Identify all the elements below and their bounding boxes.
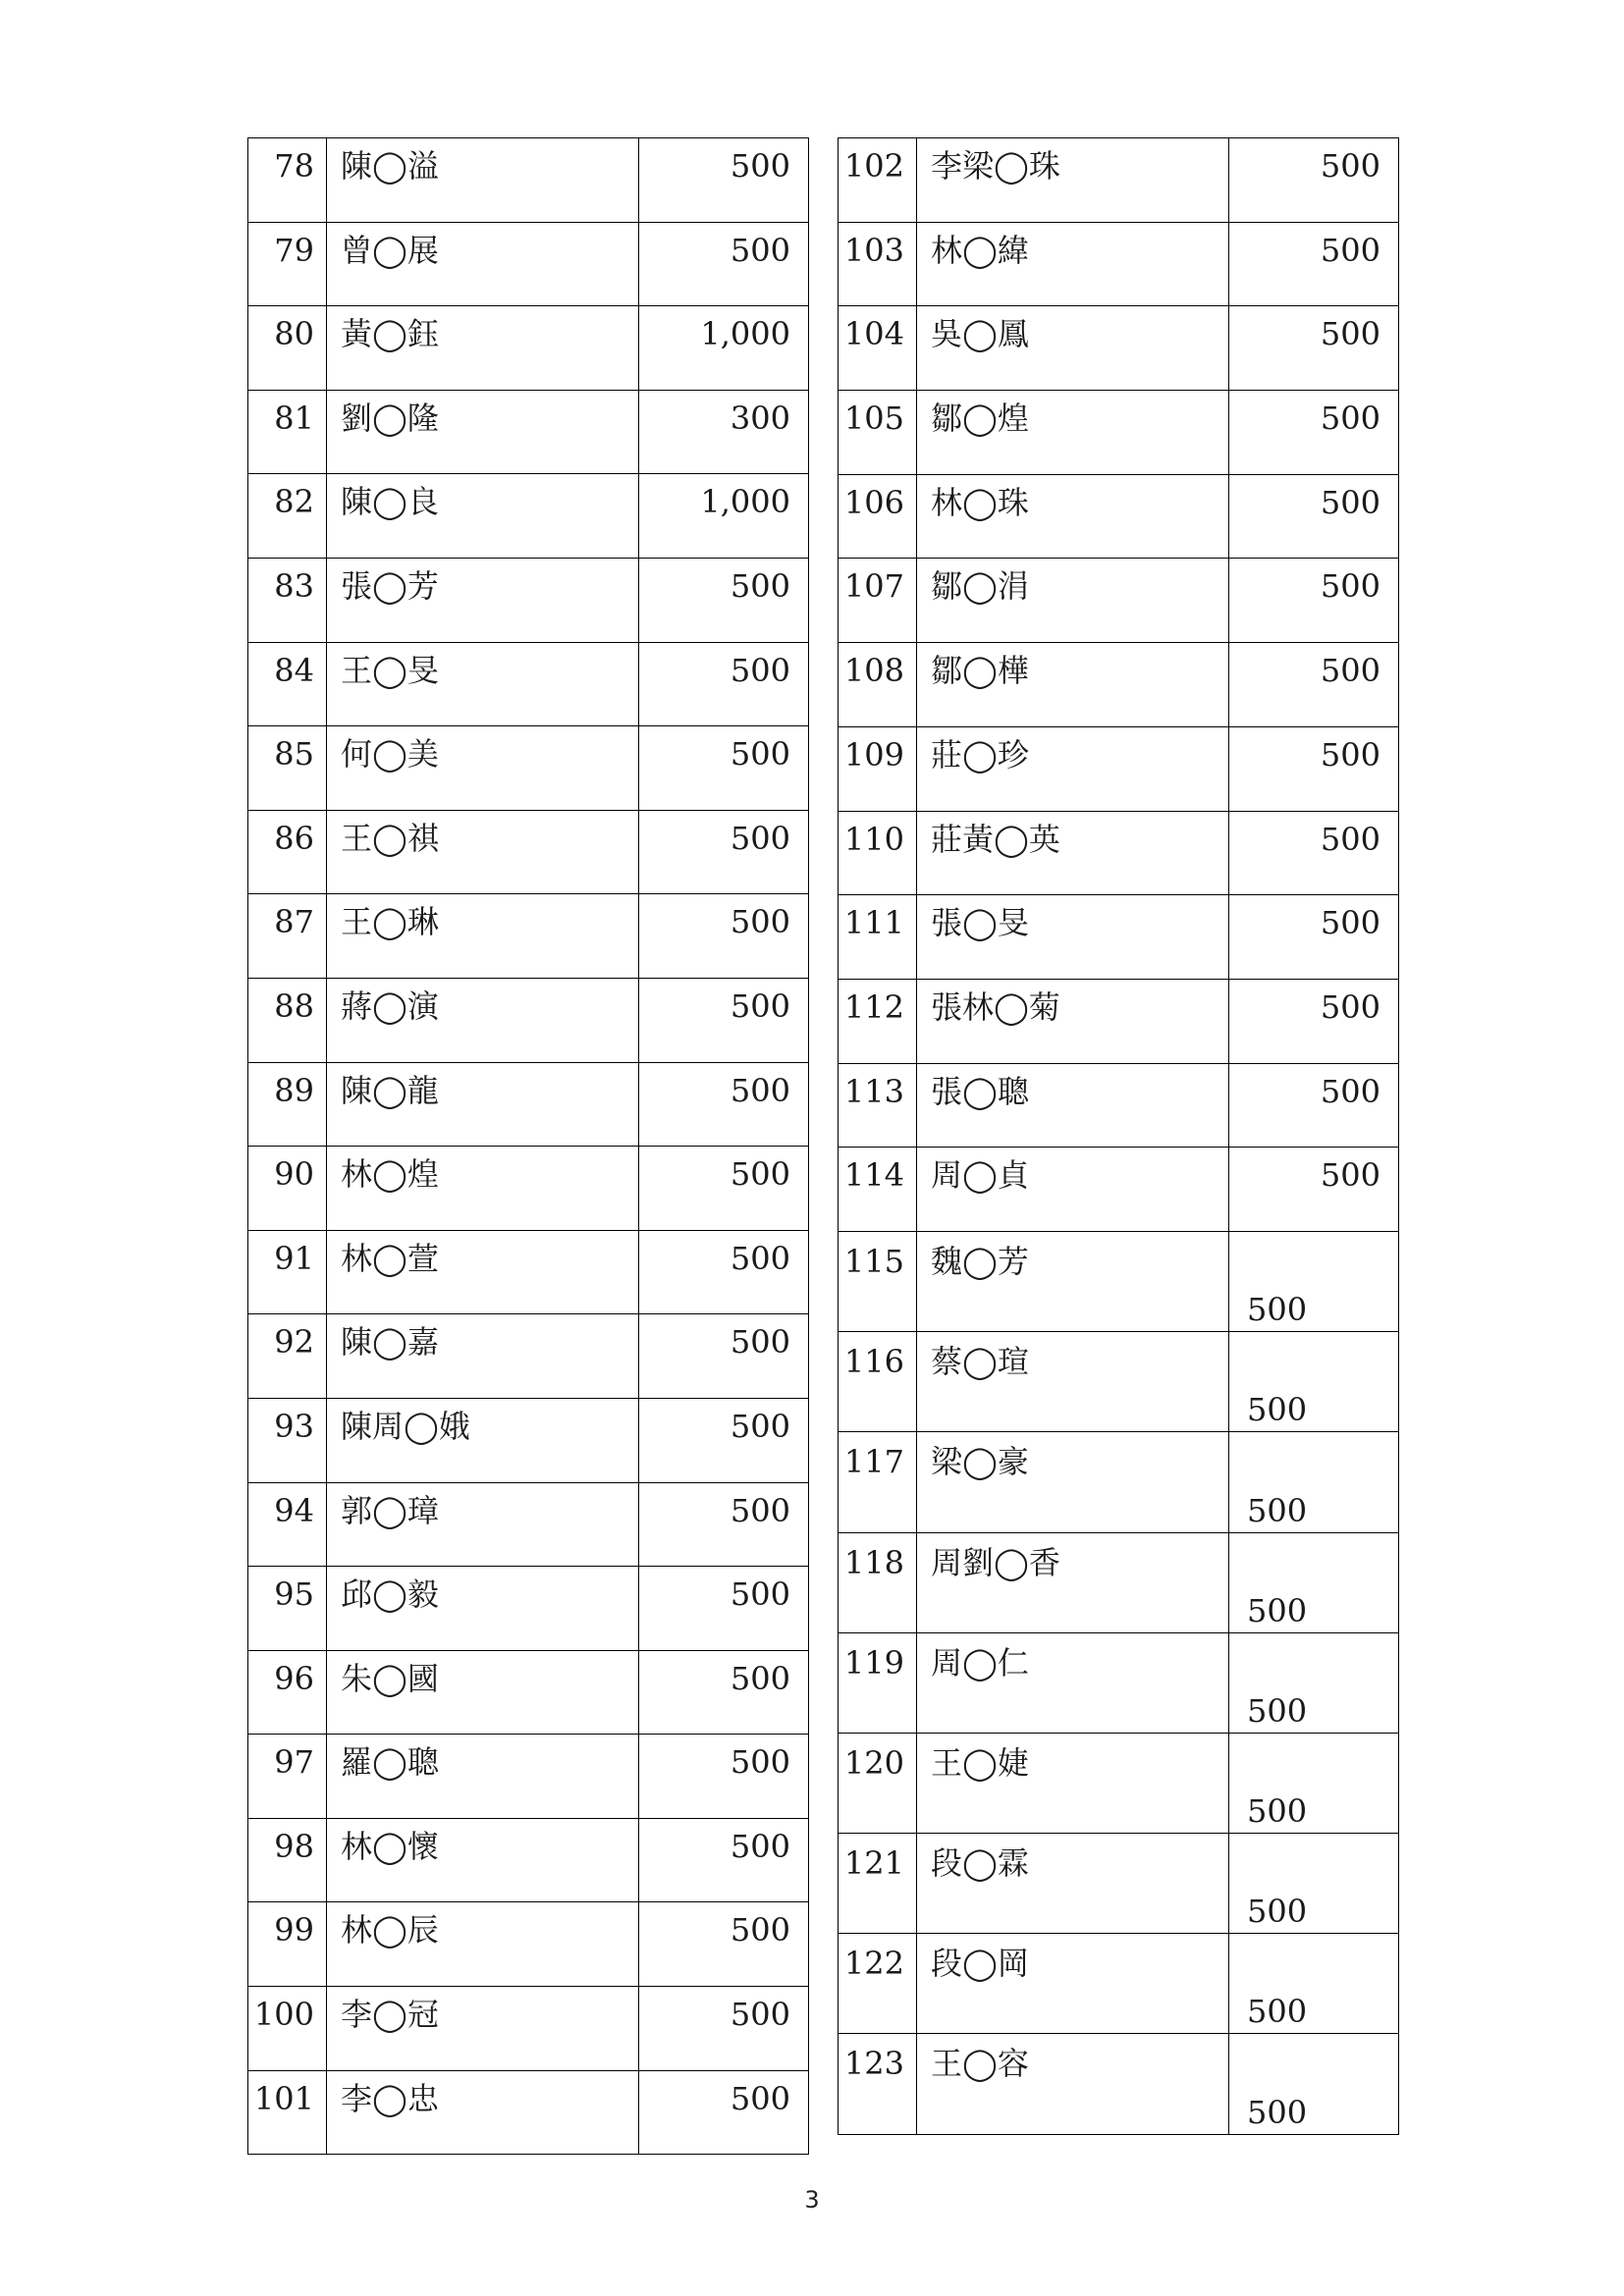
table-row [248,978,809,1062]
donor-name: 何◯美 [327,726,639,811]
table-row [839,1063,1399,1148]
donation-amount: 500 [1229,1934,1399,2034]
row-number: 111 [839,895,917,980]
table-row [248,1987,809,2071]
donor-name: 鄒◯煌 [917,391,1229,475]
donor-name: 張◯芳 [327,558,639,642]
donation-amount: 500 [1229,643,1399,727]
donor-name: 周劉◯香 [917,1532,1229,1632]
donation-amount: 500 [639,138,809,223]
donation-amount: 500 [639,810,809,894]
donation-amount: 500 [639,1650,809,1735]
table-row [248,1482,809,1567]
table-row [248,138,809,223]
donor-name: 陳◯溢 [327,138,639,223]
donation-amount: 500 [1229,811,1399,895]
donor-name: 吳◯鳳 [917,306,1229,391]
row-number: 84 [248,642,327,726]
donor-name: 鄒◯樺 [917,643,1229,727]
table-row [248,810,809,894]
table-row [248,1062,809,1147]
donor-name: 陳◯良 [327,474,639,559]
row-number: 87 [248,894,327,979]
row-number: 113 [839,1063,917,1148]
row-number: 117 [839,1432,917,1532]
donor-name: 邱◯毅 [327,1567,639,1651]
donor-name: 周◯仁 [917,1632,1229,1733]
donor-name: 周◯貞 [917,1148,1229,1232]
row-number: 121 [839,1834,917,1934]
donor-name: 段◯岡 [917,1934,1229,2034]
donation-amount: 500 [639,978,809,1062]
table-row [248,474,809,559]
row-number: 90 [248,1147,327,1231]
page-number: 3 [804,2186,820,2214]
donor-name: 張林◯菊 [917,979,1229,1063]
donor-name: 王◯琳 [327,894,639,979]
donor-name: 王◯祺 [327,810,639,894]
row-number: 115 [839,1231,917,1331]
donor-name: 陳周◯娥 [327,1398,639,1482]
donation-amount: 500 [1229,1063,1399,1148]
donor-name: 劉◯隆 [327,390,639,474]
row-number: 103 [839,222,917,306]
row-number: 89 [248,1062,327,1147]
row-number: 93 [248,1398,327,1482]
row-number: 114 [839,1148,917,1232]
donation-amount: 500 [1229,222,1399,306]
table-row [839,1834,1399,1934]
donation-amount: 500 [639,1314,809,1399]
donation-amount: 500 [639,1818,809,1902]
donor-name: 羅◯聰 [327,1735,639,1819]
donor-name: 林◯懷 [327,1818,639,1902]
donor-name: 林◯煌 [327,1147,639,1231]
donation-amount: 500 [1229,895,1399,980]
table-row [839,1432,1399,1532]
row-number: 101 [248,2070,327,2155]
donation-amount: 300 [639,390,809,474]
row-number: 123 [839,2034,917,2134]
donor-name: 張◯聰 [917,1063,1229,1148]
row-number: 88 [248,978,327,1062]
donation-amount: 500 [1229,559,1399,643]
row-number: 98 [248,1818,327,1902]
donor-name: 朱◯國 [327,1650,639,1735]
donor-name: 林◯辰 [327,1902,639,1987]
donor-name: 蔡◯瑄 [917,1332,1229,1432]
donation-amount: 500 [1229,1432,1399,1532]
donation-amount: 500 [639,642,809,726]
donor-table-right [838,137,1399,2135]
table-row [839,474,1399,559]
donor-name: 林◯緯 [917,222,1229,306]
row-number: 119 [839,1632,917,1733]
donor-name: 張◯旻 [917,895,1229,980]
row-number: 102 [839,138,917,223]
row-number: 92 [248,1314,327,1399]
row-number: 94 [248,1482,327,1567]
table-row [248,2070,809,2155]
table-row [839,138,1399,223]
row-number: 91 [248,1230,327,1314]
donation-amount: 500 [639,1902,809,1987]
donor-name: 李◯冠 [327,1987,639,2071]
donation-amount: 500 [1229,979,1399,1063]
donor-name: 黃◯鈺 [327,306,639,391]
donation-amount: 500 [1229,1148,1399,1232]
table-row [839,1148,1399,1232]
table-row [839,811,1399,895]
donation-amount: 500 [1229,1632,1399,1733]
table-row [248,1567,809,1651]
donor-name: 魏◯芳 [917,1231,1229,1331]
table-row [248,1902,809,1987]
donor-name: 林◯萱 [327,1230,639,1314]
donor-name: 郭◯璋 [327,1482,639,1567]
table-row [248,894,809,979]
row-number: 106 [839,474,917,559]
donation-amount: 500 [1229,1231,1399,1331]
donor-name: 陳◯龍 [327,1062,639,1147]
row-number: 81 [248,390,327,474]
row-number: 78 [248,138,327,223]
row-number: 110 [839,811,917,895]
table-row [839,1231,1399,1331]
donation-amount: 500 [639,1482,809,1567]
donor-name: 梁◯豪 [917,1432,1229,1532]
table-row [839,1733,1399,1833]
donation-amount: 500 [639,1987,809,2071]
donor-name: 王◯容 [917,2034,1229,2134]
row-number: 79 [248,222,327,306]
row-number: 105 [839,391,917,475]
table-row [839,979,1399,1063]
donation-amount: 500 [639,2070,809,2155]
table-row [839,391,1399,475]
table-row [248,1147,809,1231]
table-row [839,306,1399,391]
table-row [839,1632,1399,1733]
table-row [839,1332,1399,1432]
row-number: 80 [248,306,327,391]
table-row [248,1230,809,1314]
row-number: 82 [248,474,327,559]
donor-name: 王◯旻 [327,642,639,726]
donor-name: 莊◯珍 [917,726,1229,811]
donation-amount: 500 [639,558,809,642]
donor-name: 莊黃◯英 [917,811,1229,895]
table-row [248,1314,809,1399]
row-number: 95 [248,1567,327,1651]
donation-amount: 500 [1229,2034,1399,2134]
table-row [839,1934,1399,2034]
table-row [248,1735,809,1819]
row-number: 120 [839,1733,917,1833]
table-row [839,2034,1399,2134]
row-number: 100 [248,1987,327,2071]
table-row [248,390,809,474]
donation-amount: 500 [639,1062,809,1147]
donation-amount: 500 [1229,726,1399,811]
table-row [248,306,809,391]
donor-name: 林◯珠 [917,474,1229,559]
donation-amount: 500 [1229,1834,1399,1934]
donation-amount: 500 [1229,1532,1399,1632]
donor-name: 鄒◯涓 [917,559,1229,643]
row-number: 122 [839,1934,917,2034]
table-row [248,558,809,642]
table-row [248,1818,809,1902]
row-number: 109 [839,726,917,811]
row-number: 118 [839,1532,917,1632]
row-number: 112 [839,979,917,1063]
donation-amount: 500 [1229,474,1399,559]
donation-amount: 500 [1229,1332,1399,1432]
donation-amount: 500 [1229,391,1399,475]
donor-name: 陳◯嘉 [327,1314,639,1399]
row-number: 86 [248,810,327,894]
row-number: 116 [839,1332,917,1432]
donation-amount: 500 [639,222,809,306]
table-row [839,1532,1399,1632]
donation-amount: 500 [639,1230,809,1314]
table-row [248,726,809,811]
row-number: 108 [839,643,917,727]
donation-amount: 500 [639,1147,809,1231]
donation-amount: 500 [1229,138,1399,223]
row-number: 107 [839,559,917,643]
table-row [839,726,1399,811]
donor-name: 李梁◯珠 [917,138,1229,223]
donation-amount: 500 [639,1735,809,1819]
donor-name: 李◯忠 [327,2070,639,2155]
donor-name: 蔣◯演 [327,978,639,1062]
donor-name: 段◯霖 [917,1834,1229,1934]
table-row [839,643,1399,727]
donation-amount: 500 [639,726,809,811]
donation-amount: 500 [639,894,809,979]
donation-amount: 1,000 [639,306,809,391]
row-number: 85 [248,726,327,811]
table-row [248,642,809,726]
table-row [839,559,1399,643]
row-number: 83 [248,558,327,642]
table-row [839,222,1399,306]
table-row [248,222,809,306]
donor-name: 王◯婕 [917,1733,1229,1833]
donation-amount: 1,000 [639,474,809,559]
row-number: 96 [248,1650,327,1735]
donation-amount: 500 [1229,1733,1399,1833]
table-row [248,1398,809,1482]
row-number: 97 [248,1735,327,1819]
donor-name: 曾◯展 [327,222,639,306]
row-number: 99 [248,1902,327,1987]
donation-amount: 500 [639,1398,809,1482]
donation-amount: 500 [1229,306,1399,391]
donation-amount: 500 [639,1567,809,1651]
donor-table-left [247,137,809,2155]
table-row [248,1650,809,1735]
row-number: 104 [839,306,917,391]
table-row [839,895,1399,980]
